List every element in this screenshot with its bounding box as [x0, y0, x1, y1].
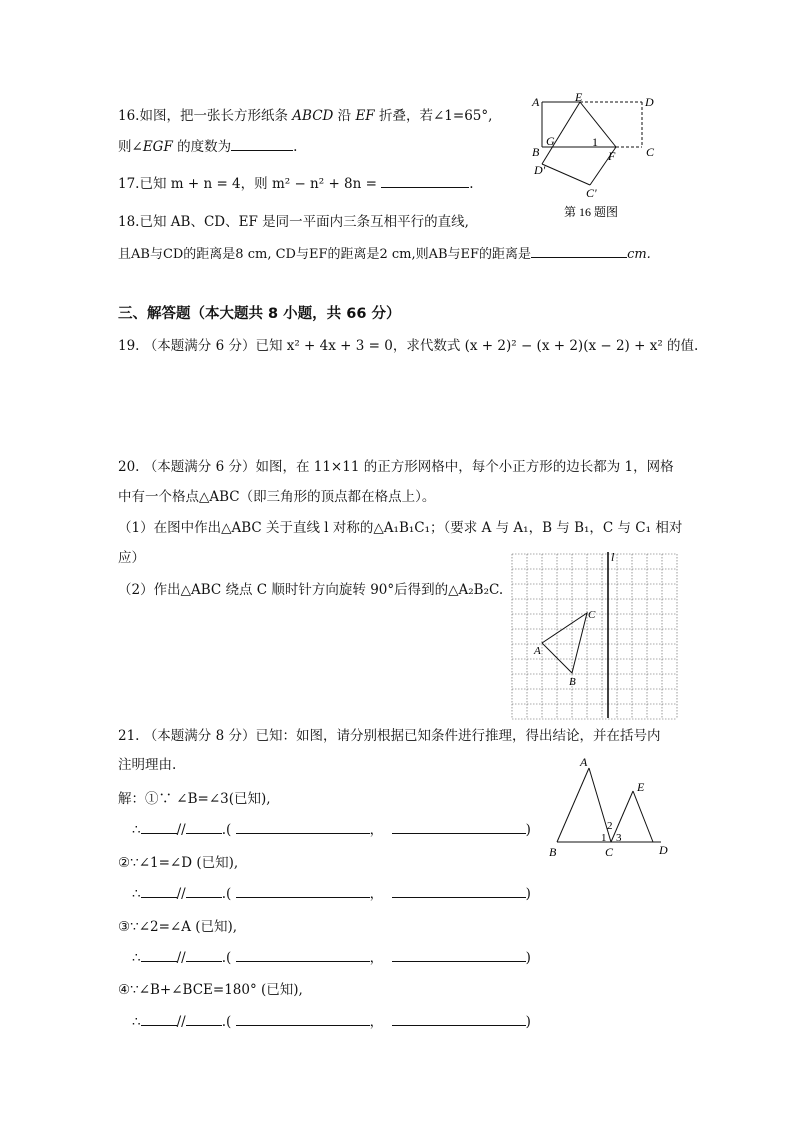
q21-step4-reason2-blank[interactable]	[392, 1011, 526, 1026]
therefore-symbol: ∴	[132, 1014, 141, 1030]
q19-number: 19.	[118, 338, 140, 354]
q21-number: 21.	[118, 728, 140, 744]
fig16-edge-ed-prime	[542, 102, 580, 164]
fig16-label-e: E	[575, 92, 583, 104]
q20-number: 20.	[118, 459, 140, 475]
q21-line1	[118, 724, 660, 744]
fig16-edge-dc-prime	[542, 164, 590, 185]
q21-step1-reason2-blank[interactable]	[392, 819, 526, 834]
q17-answer-blank[interactable]	[381, 173, 469, 188]
fig21-label-2: 2	[607, 820, 613, 832]
q16-line1	[118, 104, 492, 124]
q18-number: 18.	[118, 214, 140, 230]
fig16-label-c-prime: C'	[586, 186, 597, 200]
close-paren: )	[525, 822, 531, 838]
comma: ，	[369, 950, 384, 966]
q16-text3: 折叠，若∠1=65°,	[374, 108, 493, 124]
q18-text1: 已知 AB、CD、EF 是同一平面内三条互相平行的直线,	[139, 214, 469, 230]
q21-line2: 注明理由.	[118, 757, 177, 773]
fig21-label-d: D	[659, 843, 668, 857]
comma: ，	[369, 886, 384, 902]
fig21-label-1: 1	[601, 832, 607, 844]
grid-label-b: B	[569, 676, 576, 688]
q17-number: 17.	[118, 176, 140, 192]
q16-line2b: 的度数为	[172, 139, 232, 155]
q18-text2: 且AB与CD的距离是8 cm, CD与EF的距离是2 cm,则AB与EF的距离是	[118, 247, 532, 262]
q21-step2-blank-b[interactable]	[186, 883, 222, 898]
figure-16	[522, 92, 672, 222]
q21-step2-answer	[132, 882, 531, 902]
q21-step4-given: ④∵∠B+∠BCE=180° (已知),	[118, 982, 303, 998]
fig21-label-e: E	[637, 780, 645, 794]
q20-line1	[118, 455, 674, 475]
fig16-label-d: D	[645, 95, 654, 109]
q18-line2	[118, 243, 651, 262]
fig21-line-ba	[557, 768, 589, 842]
therefore-symbol: ∴	[132, 886, 141, 902]
comma: ，	[369, 1014, 384, 1030]
close-paren: )	[525, 886, 531, 902]
q20-line4: 应）	[118, 550, 145, 566]
open-paren: .(	[221, 1014, 232, 1030]
q18-answer-blank[interactable]	[531, 243, 627, 258]
q21-step3-given: ③∵∠2=∠A (已知),	[118, 919, 238, 935]
q16-egf: EGF	[142, 139, 173, 155]
fig16-label-b: B	[532, 145, 540, 159]
open-paren: .(	[221, 950, 232, 966]
grid-label-l: l	[611, 552, 615, 564]
section-3-title: 三、解答题（本大题共 8 小题，共 66 分）	[118, 306, 401, 322]
fig16-edge-ef	[580, 102, 616, 147]
q21-step3-reason2-blank[interactable]	[392, 947, 526, 962]
q21-step2-reason2-blank[interactable]	[392, 883, 526, 898]
q21-step1-blank-b[interactable]	[186, 819, 222, 834]
fig16-label-c: C	[646, 145, 655, 159]
q21-step3-reason-blank[interactable]	[236, 947, 370, 962]
q17-line	[118, 172, 474, 192]
q16-text2: 沿	[333, 108, 356, 124]
q16-abcd: ABCD	[292, 108, 334, 124]
grid-label-c: C	[588, 609, 596, 621]
q21-step1-given: 解：①∵ ∠B=∠3(已知),	[118, 791, 271, 807]
fig16-caption: 第 16 题图	[564, 205, 619, 219]
comma: ，	[369, 822, 384, 838]
q21-step1-answer	[132, 818, 531, 838]
parallel-symbol: //	[176, 822, 186, 838]
q20-line2: 中有一个格点△ABC（即三角形的顶点都在格点上）。	[118, 489, 436, 505]
fig21-label-a: A	[580, 755, 588, 769]
grid-label-a: A	[534, 645, 541, 657]
q16-answer-blank[interactable]	[231, 136, 293, 151]
q19-line	[118, 334, 698, 354]
parallel-symbol: //	[176, 950, 186, 966]
close-paren: )	[525, 950, 531, 966]
open-paren: .(	[221, 886, 232, 902]
q21-step4-answer	[132, 1010, 531, 1030]
open-paren: .(	[221, 822, 232, 838]
q20-text1: （本题满分 6 分）如图，在 11×11 的正方形网格中，每个小正方形的边长都为 1，网格	[143, 459, 674, 475]
fig21-label-c: C	[605, 845, 614, 859]
q21-step3-blank-b[interactable]	[186, 947, 222, 962]
q16-text: 如图，把一张长方形纸条	[139, 108, 293, 124]
q21-step2-reason-blank[interactable]	[236, 883, 370, 898]
q21-step1-reason-blank[interactable]	[236, 819, 370, 834]
fig21-label-3: 3	[616, 832, 622, 844]
q16-line2	[118, 135, 297, 155]
therefore-symbol: ∴	[132, 822, 141, 838]
q16-end: .	[293, 139, 298, 155]
q18-line1	[118, 210, 469, 230]
q21-figure	[545, 755, 685, 865]
q20-line5: （2）作出△ABC 绕点 C 顺时针方向旋转 90°后得到的△A₂B₂C.	[118, 582, 504, 598]
q21-step4-blank-b[interactable]	[186, 1011, 222, 1026]
q21-step3-answer	[132, 946, 531, 966]
close-paren: )	[525, 1014, 531, 1030]
q17-text: 已知 m + n = 4，则 m² − n² + 8n =	[139, 176, 377, 192]
q21-step3-blank-a[interactable]	[141, 947, 177, 962]
q16-number: 16.	[118, 108, 140, 124]
q21-step4-reason-blank[interactable]	[236, 1011, 370, 1026]
q20-grid-figure	[510, 552, 680, 722]
fig21-label-b: B	[549, 845, 557, 859]
q20-line3: （1）在图中作出△ABC 关于直线 l 对称的△A₁B₁C₁；（要求 A 与 A₁，B 与 B₁，C 与 C₁ 相对	[118, 520, 683, 536]
q21-text1: （本题满分 8 分）已知：如图，请分别根据已知条件进行推理，得出结论，并在括号内	[143, 728, 661, 744]
fig21-line-ce	[611, 791, 633, 842]
fig16-label-f: F	[608, 149, 616, 163]
q18-unit: cm.	[627, 247, 651, 262]
q17-end: .	[469, 176, 474, 192]
fig16-label-d-prime: D'	[534, 163, 546, 177]
triangle-abc	[542, 613, 587, 673]
grid-lines	[512, 554, 677, 719]
q16-ef: EF	[355, 108, 375, 124]
q21-step2-given: ②∵∠1=∠D (已知),	[118, 855, 239, 871]
q16-line2a: 则∠	[118, 139, 143, 155]
parallel-symbol: //	[176, 886, 186, 902]
q19-text: （本题满分 6 分）已知 x² + 4x + 3 = 0，求代数式 (x + 2)² − (x + 2)(x − 2) + x² 的值.	[143, 338, 699, 354]
q21-step1-blank-a[interactable]	[141, 819, 177, 834]
q21-step4-blank-a[interactable]	[141, 1011, 177, 1026]
therefore-symbol: ∴	[132, 950, 141, 966]
fig16-label-a: A	[532, 95, 540, 109]
fig16-label-g: G	[546, 134, 555, 148]
fig21-line-ed	[633, 791, 653, 842]
q21-step2-blank-a[interactable]	[141, 883, 177, 898]
fig16-label-1: 1	[592, 135, 598, 149]
parallel-symbol: //	[176, 1014, 186, 1030]
